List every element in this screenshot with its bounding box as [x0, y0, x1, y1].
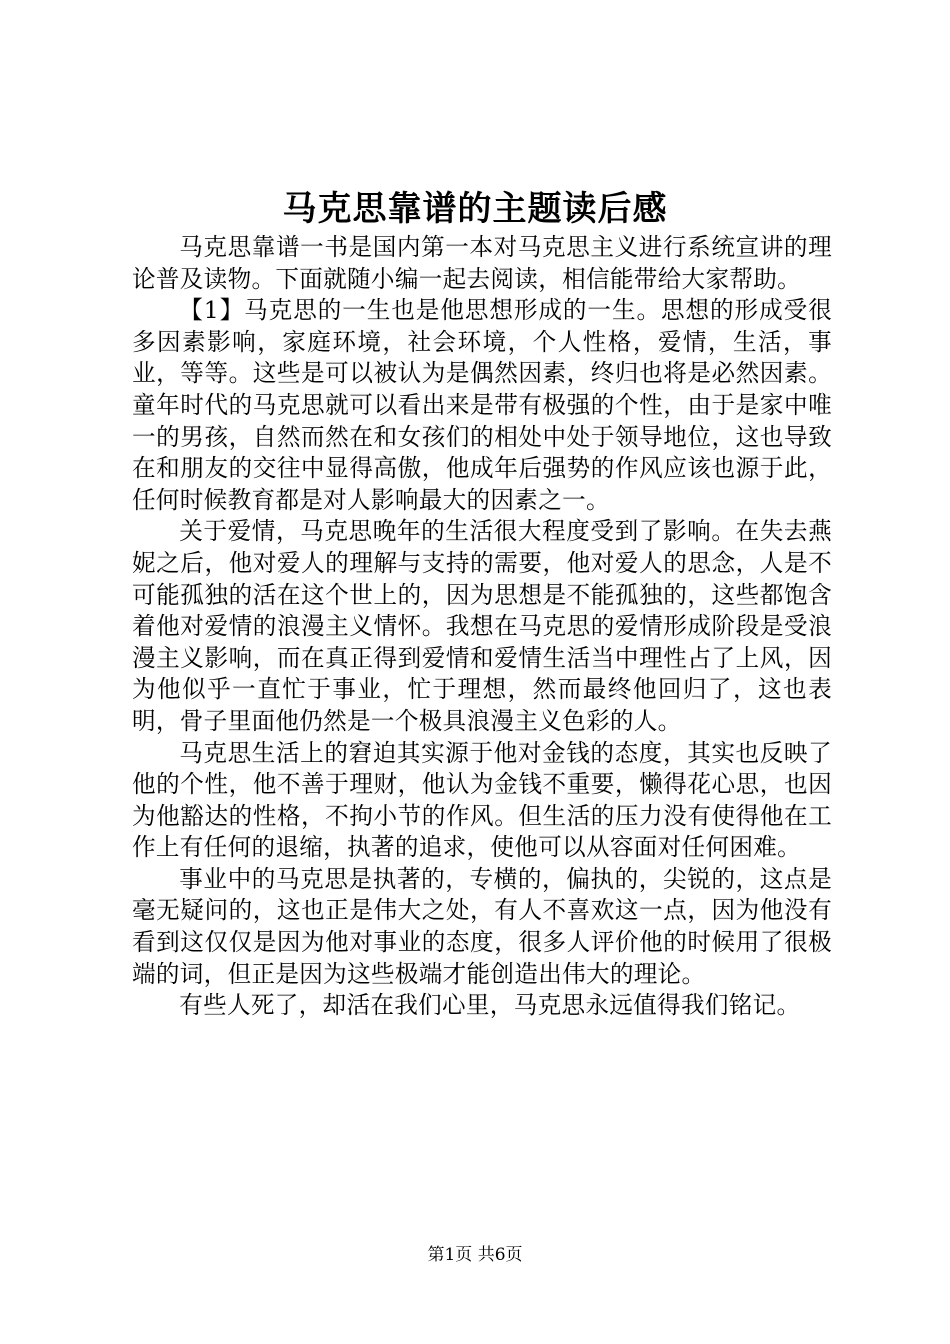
paragraph-3: 马克思生活上的窘迫其实源于他对金钱的态度，其实也反映了他的个性，他不善于理财，他认为金钱不重要，懒得花心思，也因为他豁达的性格，不拘小节的作风。但生活的压力没有使得他在工作上有任何的退缩，执著的追求，使他可以从容面对任何困难。	[132, 738, 832, 862]
paragraph-intro: 马克思靠谱一书是国内第一本对马克思主义进行系统宣讲的理论普及读物。下面就随小编一起去阅读，相信能带给大家帮助。	[132, 233, 832, 293]
document-body	[132, 232, 832, 1022]
paragraph-1: 【1】马克思的一生也是他思想形成的一生。思想的形成受很多因素影响，家庭环境，社会环境，个人性格，爱情，生活，事业，等等。这些是可以被认为是偶然因素，终归也将是必然因素。童年时代的马克思就可以看出来是带有极强的个性，由于是家中唯一的男孩，自然而然在和女孩们的相处中处于领导地位，这也导致在和朋友的交往中显得高傲，他成年后强势的作风应该也源于此，任何时候教育都是对人影响最大的因素之一。	[132, 296, 832, 514]
page-number-footer: 第1页 共6页	[427, 1245, 523, 1265]
paragraph-2: 关于爱情，马克思晚年的生活很大程度受到了影响。在失去燕妮之后，他对爱人的理解与支持的需要，他对爱人的思念，人是不可能孤独的活在这个世上的，因为思想是不能孤独的，这些都饱含着他对爱情的浪漫主义情怀。我想在马克思的爱情形成阶段是受浪漫主义影响，而在真正得到爱情和爱情生活当中理性占了上风，因为他似乎一直忙于事业，忙于理想，然而最终他回归了，这也表明，骨子里面他仍然是一个极具浪漫主义色彩的人。	[132, 517, 832, 735]
paragraph-4: 事业中的马克思是执著的，专横的，偏执的，尖锐的，这点是毫无疑问的，这也正是伟大之处，有人不喜欢这一点，因为他没有看到这仅仅是因为他对事业的态度，很多人评价他的时候用了很极端的词，但正是因为这些极端才能创造出伟大的理论。	[132, 864, 832, 988]
paragraph-5: 有些人死了，却活在我们心里，马克思永远值得我们铭记。	[179, 991, 801, 1020]
document-title: 马克思靠谱的主题读后感	[282, 189, 668, 229]
